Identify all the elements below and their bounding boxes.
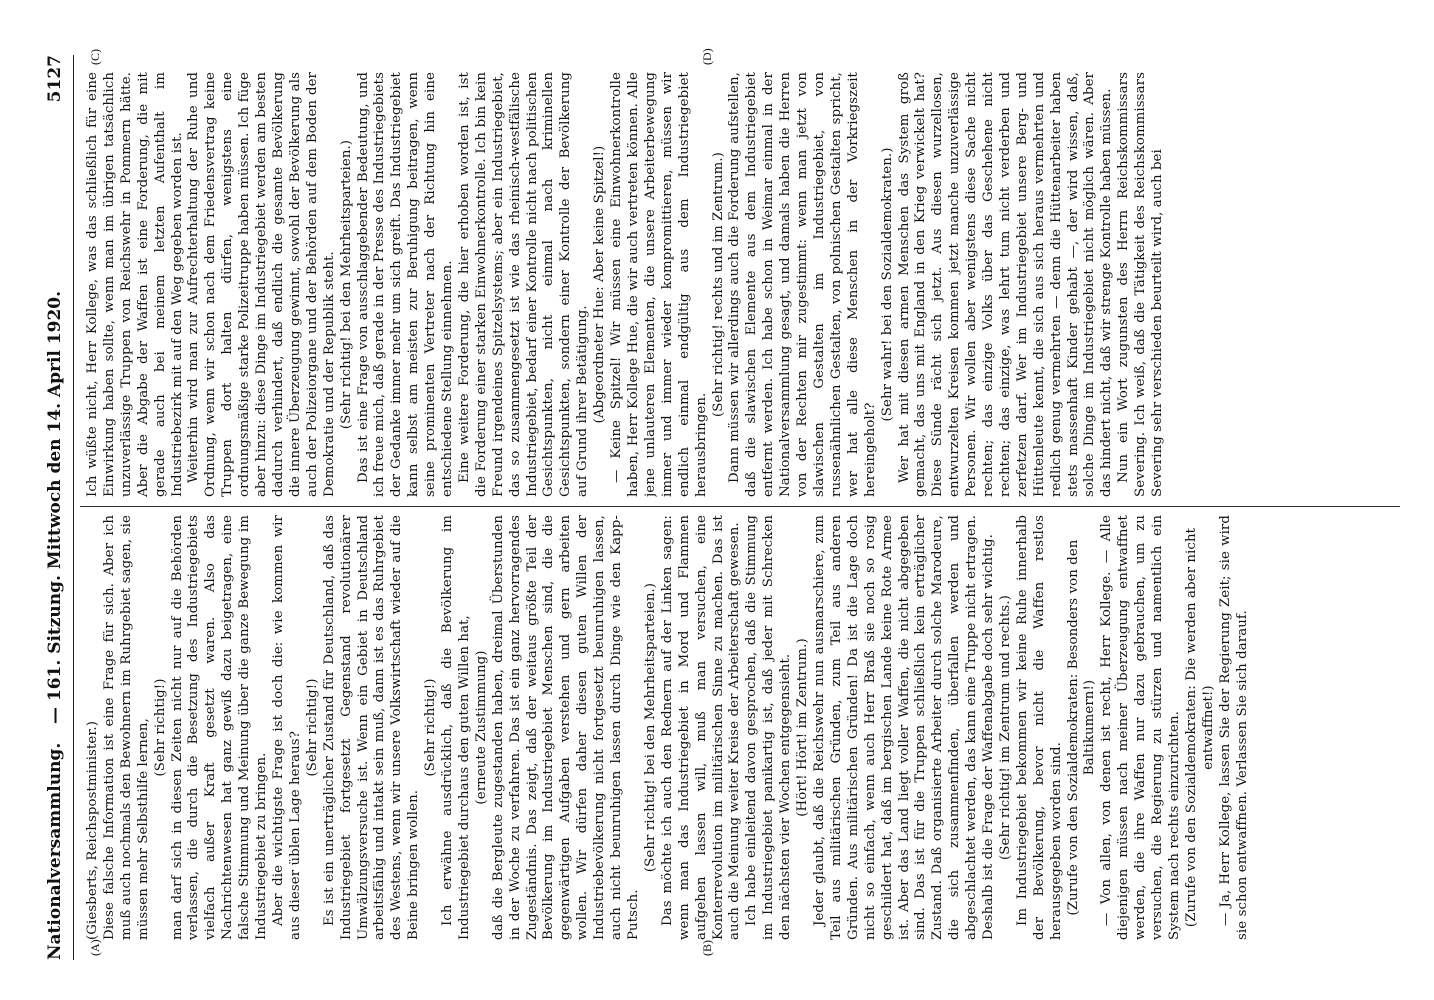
marker-c: (C) (88, 49, 102, 65)
left-column (85, 515, 1385, 940)
digitization-note (1408, 10, 1428, 990)
paragraph: Diese falsche Information ist eine Frage für sich. Aber ich muß auch nochmals den Bewohnern im Ruhrgebiet sagen, sie müssen mehr Selbsthilfe lernen, (101, 515, 151, 940)
paragraph: (Sehr richtig!) (304, 678, 320, 777)
right-column (85, 72, 1385, 497)
marker-d: (D) (700, 48, 714, 65)
page-header (40, 55, 70, 960)
paragraph: daß die Bergleute zugestanden haben, dreimal Überstunden in der Woche zu verfahren. Das ist ein ganz hervorragendes Zugeständnis. Das zeigt, daß der weitaus größte Teil der Bevölkerung im Industriegebiet Menschen sind, die die gegenwärtigen Aufgaben verstehen und gern arbeiten wollen. Wir dürfen daher diesen guten Willen der Industriebevölkerung nicht fortgesetzt beunruhigen lassen, auch nicht beunruhigen lassen durch Dinge wie den Kapp-Putsch. (490, 515, 641, 940)
paragraph: Ich erwähne ausdrücklich, daß die Bevölkerung im Industriegebiet durchaus den guten Willen hat, (440, 515, 472, 940)
paragraph: (Sehr richtig! bei den Mehrheitsparteien.) (642, 582, 658, 873)
paragraph: Wer hat mit diesen armen Menschen das System groß gemacht, das uns mit England in den Krieg verwickelt hat? Diese Sünde rächt sich jetzt. Aus diesen wurzellosen, entwurzelten Kreisen kommen jetzt manche unzuverlässige Personen. Wir wollen aber wenigstens diese Sache nicht rechten; das einzige Volks über das Geschehene nicht rechten; das einzige, was lehrt tum nicht verderben und zerfetzen darf. Wer im Industriegebiet unsere Berg- und Hüttenleute kennt, die sich aus sich heraus vermehrten und redlich genug vermehrten — denn die Hüttenarbeiter haben stets massenhaft Kinder gehabt —, der wird wissen, daß, solche Dinge im Industriegebiet nicht möglich wären. Aber das hindert nicht, daß wir strenge Kontrolle haben müssen. (896, 72, 1115, 497)
header-date: — 161. Sitzung. Mittwoch den 14. April 1920. (45, 290, 65, 725)
header-rule (73, 55, 74, 960)
paragraph: Dann müssen wir allerdings auch die Forderung aufstellen, daß die slawischen Elemente aus dem Industriegebiet entfernt werden. Ich habe schon in Weimar einmal in der Nationalversammlung gesagt, und damals haben die Herren von der Rechten mir zugestimmt: wenn man jetzt von slawischen Gestalten im Industriegebiet, von russenähnlichen Gestalten, von polnischen Gestalten spricht, wer hat alle diese Menschen in der Vorkriegszeit hereingeholt? (727, 72, 878, 497)
paragraph: Eine weitere Forderung, die hier erhoben worden ist, ist die Forderung einer starken Einwohnerkontrolle. Ich bin kein Freund irgendeines Spitzelsystems; aber ein Industriegebiet, das so zusammengesetzt ist wie das rheinisch-westfälische Industriegebiet, bedarf einer Kontrolle nicht nach politischen Gesichtspunkten, nicht einmal nach kriminellen Gesichtspunkten, sondern einer Kontrolle der Bevölkerung auf Grund ihrer Betätigung. (456, 72, 591, 497)
column-separator (80, 506, 1400, 507)
paragraph: (Sehr richtig! rechts und im Zentrum.) (710, 152, 726, 417)
paragraph: (Sehr richtig! bei den Mehrheitsparteien.) (338, 139, 354, 430)
paragraph: Im Industriegebiet bekommen wir keine Ruhe innerhalb der Bevölkerung, bevor nicht die Waffen restlos herausgegeben worden sind. (1014, 515, 1064, 940)
paragraph: (erneute Zustimmung) (473, 650, 489, 805)
paragraph: Weiterhin wird man zur Aufrechterhaltung der Ruhe und Ordnung, wenn wir schon nach dem Friedensvertrag keine Truppen dort halten dürfen, wenigstens eine ordnungsmäßige starke Polizeitruppe haben müssen. Ich füge aber hinzu: diese Dinge im Industriegebiet werden am besten dadurch verhindert, daß endlich die gesamte Bevölkerung die innere Überzeugung gewinnt, sowohl der Bevölkerung als auch der Polizeiorgane und der Behörden auf dem Boden der Demokratie und der Republik steht. (186, 72, 337, 497)
paragraph: (Zurufe von den Sozialdemokraten: Die werden aber nicht entwaffnet!) (1183, 527, 1216, 928)
paragraph: — Von allen, von denen ist recht, Herr Kollege. — Alle diejenigen müssen nach meiner Überzeugung entwaffnet werden, die ihre Waffen nur dazu gebrauchen, um zu versuchen, die Regierung zu stürzen und namentlich ein System nach rechts einzurichten. (1099, 515, 1182, 940)
paragraph: Ich habe einleitend davon gesprochen, daß die Stimmung im Industriegebiet panikartig ist, daß jeder mit Schrecken den nächsten vier Wochen entgegensieht. (744, 515, 794, 940)
paragraph: Das möchte ich auch den Rednern auf der Linken sagen: wenn man das Industriegebiet in Mord und Flammen aufgehen lassen will, muß man versuchen, eine Konterrevolution im militärischen Sinne zu machen. Das ist auch die Meinung weiter Kreise der Arbeiterschaft gewesen. (659, 515, 743, 940)
paragraph: man darf sich in diesen Zeiten nicht nur auf die Behörden verlassen, die durch die Besetzung des Industriegebiets vielfach außer Kraft gesetzt waren. Also das Nachrichtenwesen hat ganz gewiß dazu beigetragen, eine falsche Stimmung und Meinung über die ganze Bewegung im Industriegebiet zu bringen. (169, 515, 270, 940)
marker-b: (B) (700, 940, 714, 956)
page-number: 5127 (45, 55, 65, 103)
paragraph: Ich wüßte nicht, Herr Kollege, was das schließlich für eine Einwirkung haben sollte, wenn man im übrigen tatsächlich unzuverlässige Truppen von Reichswehr in Pommern hätte. Aber die Abgabe der Waffen ist eine Forderung, die mit gerade auch bei meinem letzten Aufenthalt im Industriebezirk mit auf den Weg gegeben worden ist. (85, 72, 185, 497)
paragraph: Jeder glaubt, daß die Reichswehr nun ausmarschiere, zum Teil aus militärischen Gründen, zum Teil aus anderen Gründen. Aus militärischen Gründen! Da ist die Lage doch nicht so einfach, wenn auch Herr Braß sie noch so rosig geschildert hat, daß im bergischen Lande keine Rote Armee ist. Aber das Land liegt voller Waffen, die nicht abgegeben sind. Das ist für die Truppen schließlich kein erträglicher Zustand. Daß organisierte Arbeiter durch solche Marodeure, die sich zusammenfinden, überfallen werden und abgeschlachtet werden, das kann eine Truppe nicht ertragen. Deshalb ist die Frage der Waffenabgabe doch sehr wichtig. (811, 515, 997, 940)
paragraph: (Zurufe von den Sozialdemokraten: Besonders von den Baltikumern!) (1065, 539, 1098, 916)
header-left: Nationalversammlung. (45, 742, 65, 960)
paragraph: (Sehr wahr! bei den Sozialdemokraten.) (879, 147, 895, 422)
marker-a: (A) (88, 939, 102, 956)
paragraph: — Ja, Herr Kollege, lassen Sie der Regierung Zeit; sie wird sie schon entwaffnen. Verlassen Sie sich darauf. (1217, 515, 1250, 940)
paragraph: — Keine Spitzel! Wir müssen eine Einwohnerkontrolle haben, Herr Kollege Hue, die wir auch vertreten können. Alle jene unlauteren Elementen, die unsere Arbeiterbewegung immer und immer wieder kompromittieren, müssen wir endlich einmal endgültig aus dem Industriegebiet herausbringen. (609, 72, 709, 497)
paragraph: (Sehr richtig!) (152, 678, 168, 777)
paragraph: (Hört! Hört! im Zentrum.) (795, 638, 811, 817)
paragraph: (Abgeordneter Hue: Aber keine Spitzel!) (592, 145, 608, 424)
paragraph: (Giesberts, Reichspostminister.) (85, 721, 100, 940)
paragraph: (Sehr richtig!) (423, 678, 439, 777)
paragraph: Nun ein Wort zugunsten des Herrn Reichskommissars Severing. Ich weiß, daß die Tätigkeit des Reichskommissars Severing sehr verschieden beurteilt wird, auch bei (1116, 72, 1166, 497)
paragraph: (Sehr richtig! im Zentrum und rechts.) (997, 595, 1013, 860)
paragraph: Aber die wichtigste Frage ist doch die: wie kommen wir aus dieser üblen Lage heraus? (270, 515, 303, 940)
paragraph: Das ist eine Frage von ausschlaggebender Bedeutung, und ich freue mich, daß gerade in der Presse des Industriegebiets der Gedanke immer mehr um sich greift. Das Industriegebiet kann selbst am meisten zur Beruhigung beitragen, wenn seine prominenten Vertreter nach der Richtung hin eine entschiedene Stellung einnehmen. (355, 72, 456, 497)
paragraph: Es ist ein unerträglicher Zustand für Deutschland, daß das Industriegebiet fortgesetzt Gegenstand revolutionärer Umwälzungsversuche ist. Wenn ein Gebiet in Deutschland arbeitsfähig und intakt sein muß, dann ist es das Ruhrgebiet des Westens, wenn wir unsere Volkswirtschaft wieder auf die Beine bringen wollen. (321, 515, 422, 940)
